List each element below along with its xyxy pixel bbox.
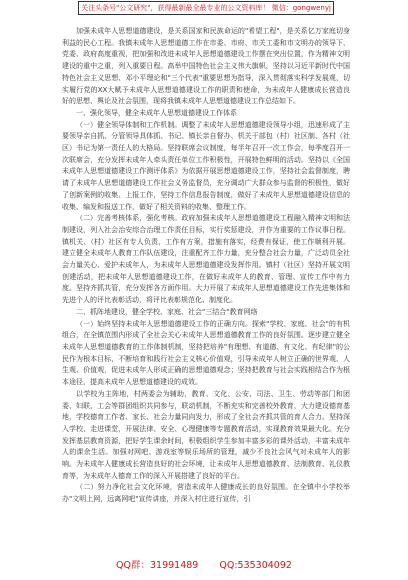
section-heading-2: 二、抓阵地建设，健全学校、家庭、社会"三结合"教育网络	[76, 307, 258, 316]
document-body	[62, 26, 350, 506]
body-paragraph: （二）完善考核体系，强化考核。政府加强未成年人思想道德建设工程融入精神文明和法制建设，列入社会治安综合治理工作责任目标，实行奖惩建设，并作为重要的工作议事日程。镇机关、（村）社区有专人负责，工作有方案，措施有落实，经费有保证，使工作顺利开展。建立健全未成年人教育工作队伍建设，注重配齐工作力量，充分整合社会力量，广泛动员全社会力量关心、爱护未成年人，为未成年人思想道德建设发挥作用。镇村（社区）坚持开展文明创建活动，把未成年人思想道德建设工作，在做好未成年人的教育、管理、宣传工作中有力度。坚持齐抓共管，充分发挥各方面作用。大力开展了未成年人思想道德建设工作先进集体和先进个人的评比表彰活动，将评比表彰规范化、制度化。	[62, 214, 350, 305]
footer-contact	[0, 557, 408, 571]
section-heading-1: 一、强化领导，健全未成年人思想道德建设工作体系	[76, 108, 237, 117]
body-paragraph: （一）始终坚持未成年人思想道德建设工作的正确方向。探索"学校、家庭、社会"的有机组合，在全镇范围内形成了全社会关心未成年人思想道德教育工作的良好氛围。逐步建立健全未成年人思想道德教育的工作体制机制，坚持把培养"有理想、有道德、有文化、有纪律"的公民作为根本目标，不断培育和践行社会主义核心价值观，引导未成年人树立正确的世界观、人生观、价值观，促进未成年人形成正确的思想道德观念；坚持把教育与社会实践相结合作为根本途径，提高未成年人思想道德建设的成效。	[62, 319, 350, 387]
footer-qq-group: QQ群：31991489	[116, 560, 199, 571]
header-banner: 关注头条号"公文研究"，获得最新最全最专业的公文资料库！ 微信：gongwenyj	[78, 1, 334, 15]
intro-paragraph: 加强未成年人思想道德建设，是关系国家和民族命运的"希望工程"，是关系亿万家庭切身利益的民心工程。我镇未成年人思想道德工作在市委、市府、市关工委和市文明办的领导下，党委、政府高度重视，把加强和改进未成年人思想道德建设工作摆在突出位置，作为精神文明建设的重中之重，列入重要日程。高举中国特色社会主义伟大旗帜，坚持以习近平新时代中国特色社会主义思想、邓小平理论和"三个代表"重要思想为指导，深入贯彻落实科学发展观，切实履行党的XX大赋予未成年人思想道德建设工作的职责和使命，为未成年人健康成长营造良好的思想、舆论及社会氛围，现将我镇未成年人思想道德建设工作总结如下。	[62, 27, 350, 106]
body-paragraph: （一）健全领导体制和工作机制。调整了未成年人思想道德建设领导小组，迅速形成了主要领导亲自抓、分管领导具体抓、书记、镇长亲自督办、机关干部包（村）社区制、各村（社区）书记为第一责任人的大格局。坚持联席会议制度，每半年召开一次工作会，每季度召开一次联席会，充分发挥未成年人牵头责任单位工作积极性，开展特色鲜明的活动。坚持以《全国未成年人思想道德建设工作测评体系》为依据开展思想道德建设工作，坚持社会监督制度，聘请了未成年人思想道德建设工作社会义务监督员，充分调动广大群众参与监督的积极性，做好了创新案例的收集、上报工作，坚持工作信息报告制度，做好了未成年人思想道德建设信息的收集、编发和报送工作，做好了相关资料的收集、整理工作。	[62, 120, 350, 211]
footer-qq: QQ:535304092	[219, 560, 292, 571]
body-paragraph: （二）努力净化社会文化环境，营造未成年人健康成长的良好氛围。在全镇中小学校举办"文明上网，远离网吧"宣传讲座，并深入村庄进行宣传，引	[62, 483, 350, 504]
body-paragraph: 以学校为主阵地，村两委会为辅助，教育、文化、公安、司法、卫生、劳动等部门和团委、妇联、工会等群团组织共同参与，联动机制，不断充实和完善校外教育，大力建设德育基地，学校德育工作者、家长、社会力量同向发力，形成了全社会齐抓共管的育人合力。坚持深入学校、走进课堂，开展法律、安全、心理健康等专题教育活动，实现教育效果最大化。充分发挥基层教育资源，把好学生课余时间，积极组织学生参加丰富多彩的课外活动，丰富未成年人的课余生活。加强对网吧、游戏室等娱乐场所的管理，减少不良社会风气对未成年人的影响。为未成年人健康成长营造良好的社会环境，让未成年人思想道德教育、法制教育、礼仪教育等，为未成年人德育工作的深入开展搭建了良好的平台。	[62, 389, 350, 480]
